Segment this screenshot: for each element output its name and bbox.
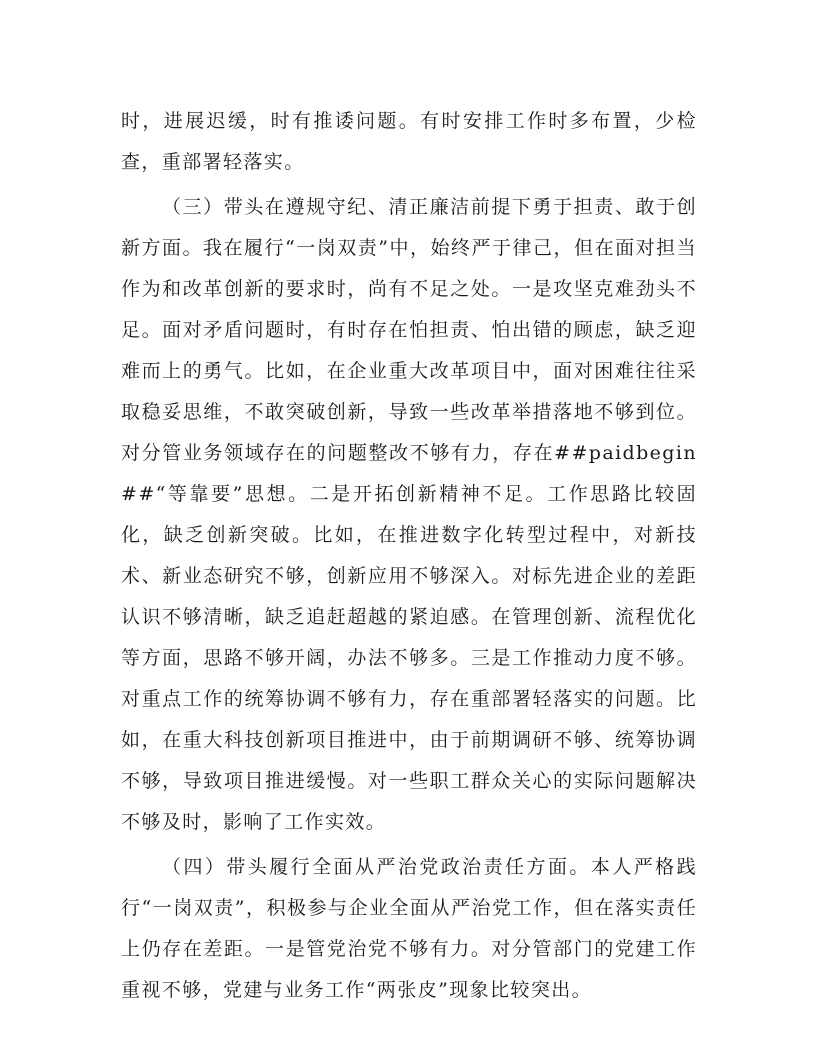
paragraph-continuation: 时，进展迟缓，时有推诿问题。有时安排工作时多布置，少检查，重部署轻落实。: [121, 110, 697, 173]
paragraph-section-three: （三）带头在遵规守纪、清正廉洁前提下勇于担责、敢于创新方面。我在履行“一岗双责”中，始终严于律己，但在面对担当作为和改革创新的要求时，尚有不足之处。一是攻坚克难劲头不足。面对矛盾问题时，有时存在怕担责、怕出错的顾虑，缺乏迎难而上的勇气。比如，在企业重大改革项目中，面对困难往往采取稳妥思维，不敢突破创新，导致一些改革举措落地不够到位。对分管业务领域存在的问题整改不够有力，存在##paidbegin##“等靠要”思想。二是开拓创新精神不足。工作思路比较固化，缺乏创新突破。比如，在推进数字化转型过程中，对新技术、新业态研究不够，创新应用不够深入。对标先进企业的差距认识不够清晰，缺乏追赶超越的紧迫感。在管理创新、流程优化等方面，思路不够开阔，办法不够多。三是工作推动力度不够。对重点工作的统筹协调不够有力，存在重部署轻落实的问题。比如，在重大科技创新项目推进中，由于前期调研不够、统筹协调不够，导致项目推进缓慢。对一些职工群众关心的实际问题解决不够及时，影响了工作实效。: [121, 196, 697, 833]
document-body: [121, 101, 697, 1011]
paragraph-section-four: （四）带头履行全面从严治党政治责任方面。本人严格践行“一岗双责”，积极参与企业全面从严治党工作，但在落实责任上仍存在差距。一是管党治党不够有力。对分管部门的党建工作重视不够，党建与业务工作“两张皮”现象比较突出。: [121, 856, 697, 1001]
